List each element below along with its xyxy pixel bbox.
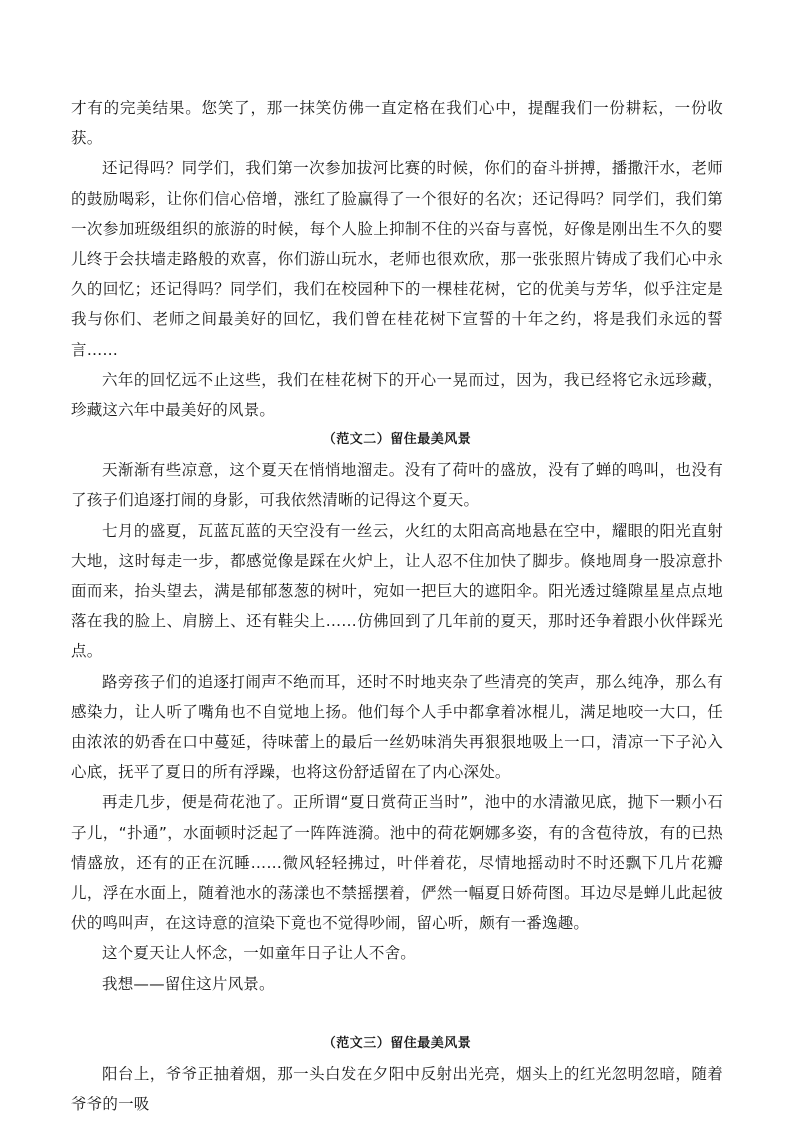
- document-page: [71, 93, 723, 1119]
- essay2-paragraph-2: 七月的盛夏，瓦蓝瓦蓝的天空没有一丝云，火红的太阳高高地悬在空中，耀眼的阳光直射大地，这时每走一步，都感觉像是踩在火炉上，让人忍不住加快了脚步。倏地周身一股凉意扑面而来，抬头望去，满是郁郁葱葱的树叶，宛如一把巨大的遮阳伞。阳光透过缝隙星星点点地落在我的脸上、肩膀上、还有鞋尖上……仿佛回到了几年前的夏天，那时还争着跟小伙伴踩光点。: [71, 521, 723, 661]
- section-spacer: [71, 999, 723, 1029]
- essay2-paragraph-1: 天渐渐有些凉意，这个夏天在悄悄地溜走。没有了荷叶的盛放，没有了蝉的鸣叫，也没有了孩子们追逐打闹的身影，可我依然清晰的记得这个夏天。: [71, 461, 723, 510]
- essay2-paragraph-3: 路旁孩子们的追逐打闹声不绝而耳，还时不时地夹杂了些清亮的笑声，那么纯净，那么有感染力，让人听了嘴角也不自觉地上扬。他们每个人手中都拿着冰棍儿，满足地咬一大口，任由浓浓的奶香在口中蔓延，待味蕾上的最后一丝奶味消失再狠狠地吸上一口，清凉一下子沁入心底，抚平了夏日的所有浮躁，也将这份舒适留在了内心深处。: [71, 672, 723, 782]
- essay3-title: （范文三）留住最美风景: [322, 1035, 472, 1051]
- essay1-paragraph-2: 还记得吗？同学们，我们第一次参加拔河比赛的时候，你们的奋斗拼搏，播撒汗水，老师的鼓励喝彩，让你们信心倍增，涨红了脸赢得了一个很好的名次；还记得吗？同学们，我们第一次参加班级组织的旅游的时候，每个人脸上抑制不住的兴奋与喜悦，好像是刚出生不久的婴儿终于会扶墙走路般的欢喜，你们游山玩水，老师也很欢欣，那一张张照片铸成了我们心中永久的回忆；还记得吗？同学们，我们在校园种下的一棵桂花树，它的优美与芳华，似乎注定是我与你们、老师之间最美好的回忆，我们曾在桂花树下宣誓的十年之约，将是我们永远的誓言……: [71, 159, 723, 359]
- essay2-title: （范文二）留住最美风景: [322, 432, 472, 448]
- essay1-paragraph-3: 六年的回忆远不止这些，我们在桂花树下的开心一晃而过，因为，我已经将它永远珍藏，珍藏这六年中最美好的风景。: [71, 370, 723, 420]
- essay2-paragraph-6: 我想——留住这片风景。: [102, 974, 275, 993]
- essay2-paragraph-5: 这个夏天让人怀念，一如童年日子让人不舍。: [102, 944, 417, 963]
- essay3-paragraph-1: 阳台上，爷爷正抽着烟，那一头白发在夕阳中反射出光亮，烟头上的红光忽明忽暗，随着爷爷的一吸: [71, 1064, 723, 1114]
- essay2-paragraph-4: 再走几步，便是荷花池了。正所谓“夏日赏荷正当时”，池中的水清澈见底，抛下一颗小石子儿，“扑通”，水面顿时泛起了一阵阵涟漪。池中的荷花婀娜多姿，有的含苞待放，有的已热情盛放，还有的正在沉睡……微风轻轻拂过，叶伴着花，尽情地摇动时不时还飘下几片花瓣儿，浮在水面上，随着池水的荡漾也不禁摇摆着，俨然一幅夏日娇荷图。耳边尽是蝉儿此起彼伏的鸣叫声，在这诗意的渲染下竟也不觉得吵闹，留心听，颇有一番逸趣。: [71, 793, 723, 933]
- essay1-paragraph-1: 才有的完美结果。您笑了，那一抹笑仿佛一直定格在我们心中，提醒我们一份耕耘，一份收获。: [71, 99, 723, 148]
